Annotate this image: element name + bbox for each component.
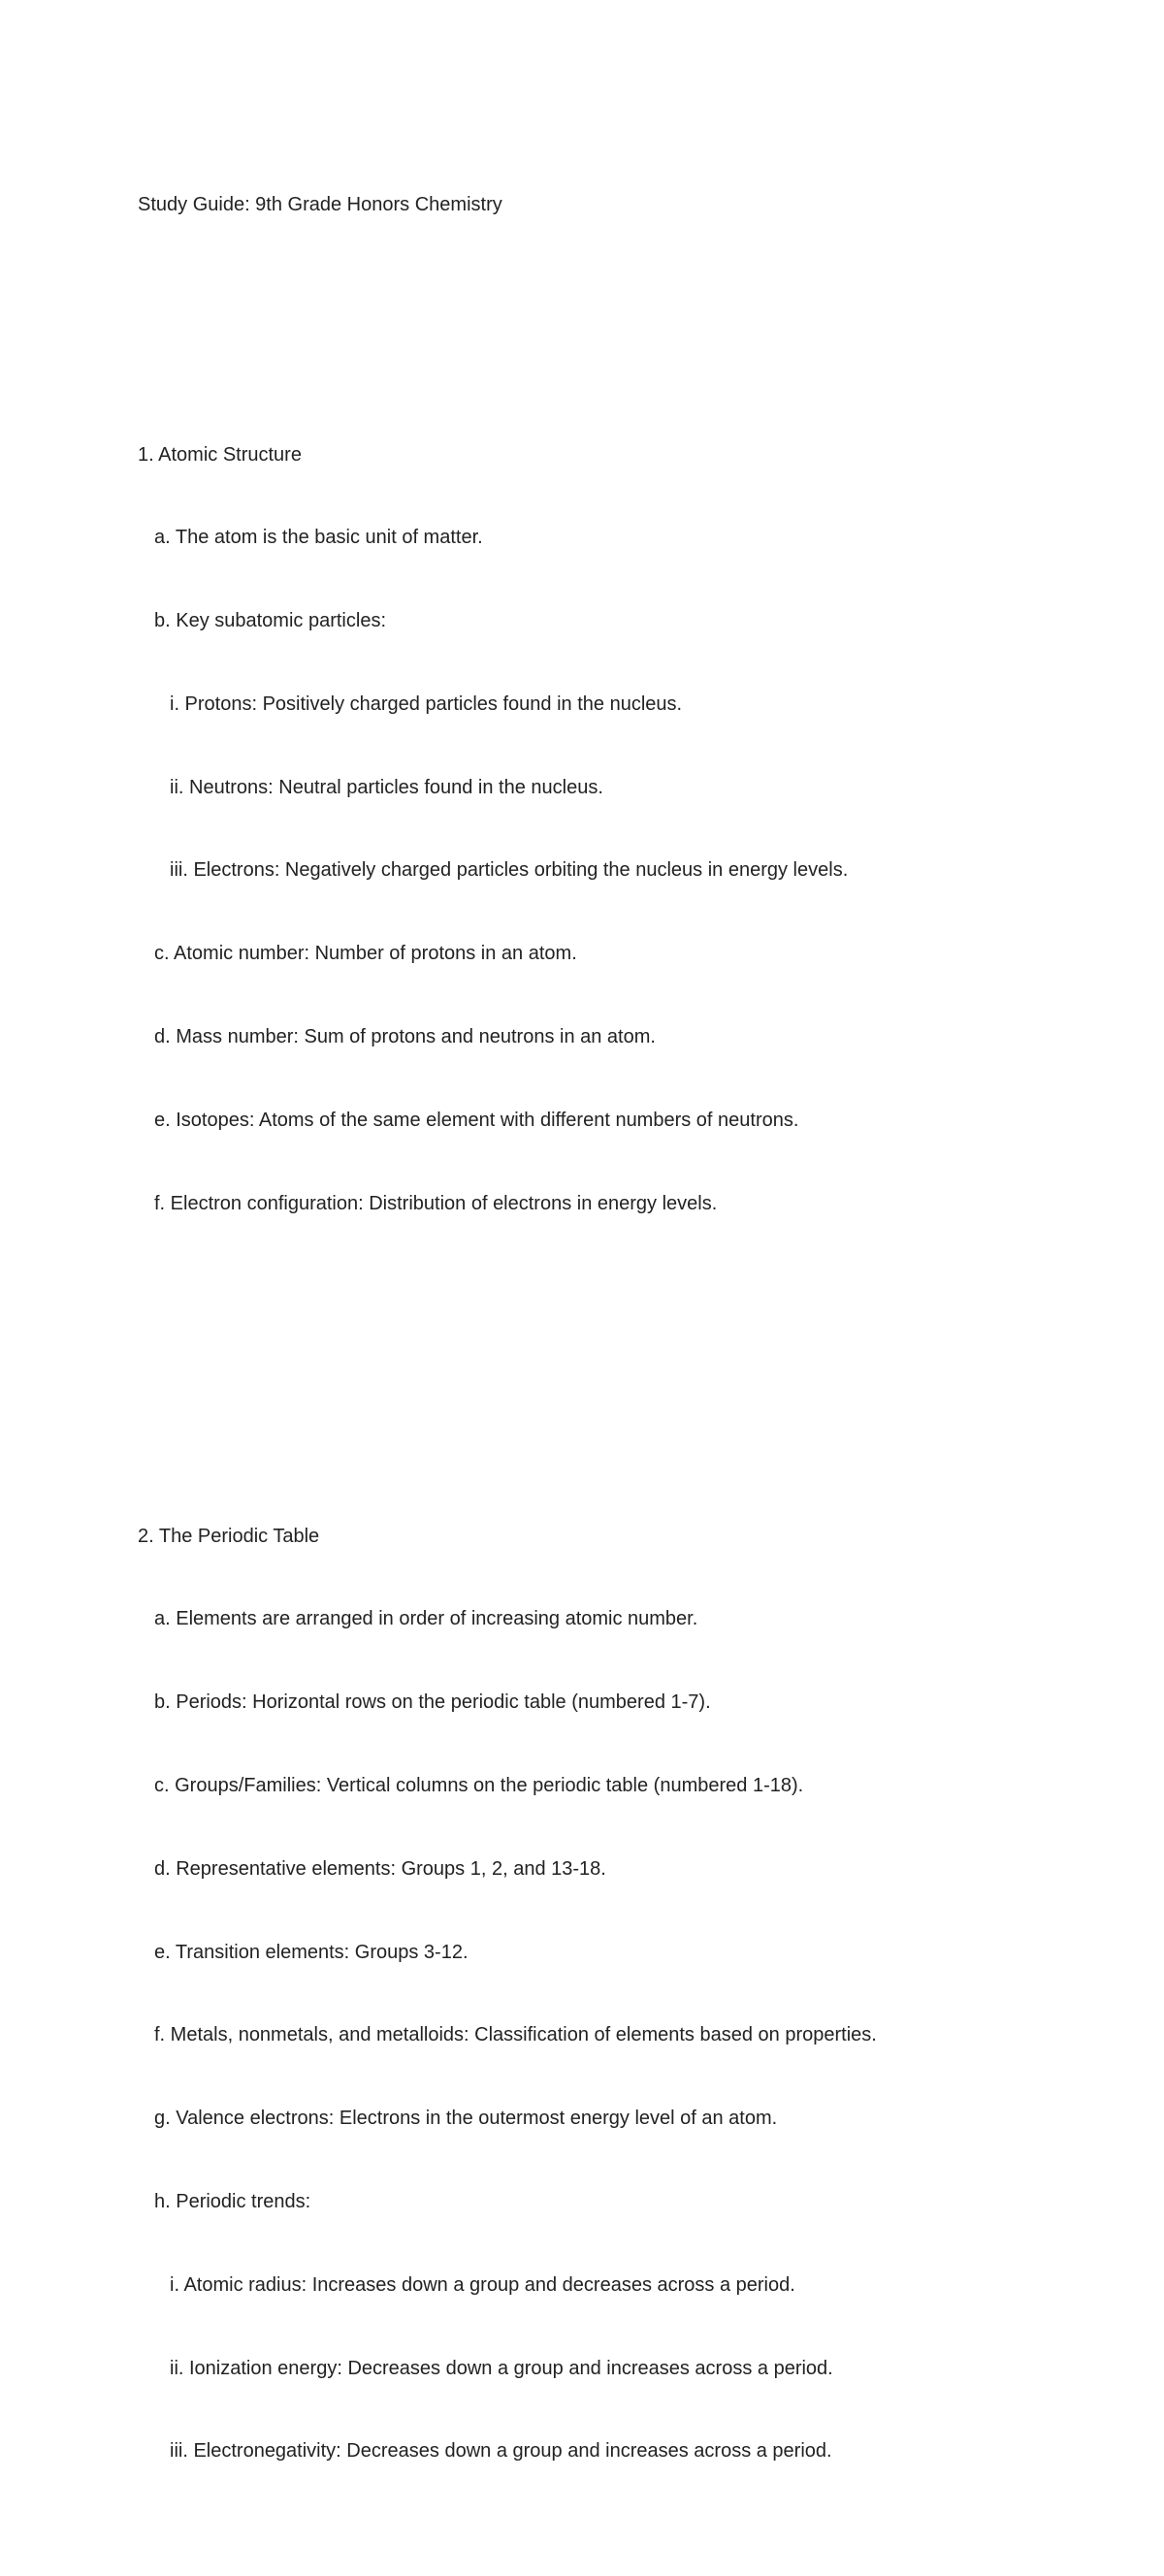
sub-list-item: iii. Electronegativity: Decreases down a group and increases across a period. — [170, 2440, 832, 2463]
list-item: a. Elements are arranged in order of increasing atomic number. — [154, 1608, 698, 1630]
list-item: c. Atomic number: Number of protons in an atom. — [154, 943, 577, 965]
list-item: c. Groups/Families: Vertical columns on the periodic table (numbered 1-18). — [154, 1775, 804, 1797]
sub-list-item: iii. Electrons: Negatively charged particles orbiting the nucleus in energy levels. — [170, 859, 849, 882]
section-heading: 2. The Periodic Table — [138, 1525, 320, 1547]
section-periodic-table — [138, 1467, 1108, 2522]
sub-list-item: ii. Ionization energy: Decreases down a group and increases across a period. — [170, 2357, 833, 2379]
sub-list-item: i. Protons: Positively charged particles found in the nucleus. — [170, 692, 683, 715]
list-item: d. Mass number: Sum of protons and neutrons in an atom. — [154, 1026, 656, 1047]
list-item: e. Transition elements: Groups 3-12. — [154, 1941, 469, 1963]
list-item: f. Electron configuration: Distribution of electrons in energy levels. — [154, 1192, 718, 1214]
blank-line — [138, 1356, 1108, 1384]
list-item: d. Representative elements: Groups 1, 2, and 13-18. — [154, 1857, 606, 1880]
list-item: g. Valence electrons: Electrons in the outermost energy level of an atom. — [154, 2108, 778, 2130]
sub-list-item: i. Atomic radius: Increases down a group and decreases across a period. — [170, 2273, 795, 2296]
list-item: a. The atom is the basic unit of matter. — [154, 527, 483, 549]
list-item: b. Key subatomic particles: — [154, 610, 386, 632]
document-body — [138, 136, 1108, 2576]
blank-line — [138, 274, 1108, 303]
sub-list-item: ii. Neutrons: Neutral particles found in the nucleus. — [170, 776, 603, 798]
section-atomic-structure — [138, 385, 1108, 1272]
list-item: f. Metals, nonmetals, and metalloids: Classification of elements based on properties. — [154, 2024, 877, 2046]
document-title: Study Guide: 9th Grade Honors Chemistry — [138, 194, 502, 216]
list-item: e. Isotopes: Atoms of the same element with different numbers of neutrons. — [154, 1109, 799, 1131]
list-item: b. Periods: Horizontal rows on the periodic table (numbered 1-7). — [154, 1691, 711, 1714]
list-item: h. Periodic trends: — [154, 2190, 311, 2212]
section-heading: 1. Atomic Structure — [138, 443, 302, 466]
